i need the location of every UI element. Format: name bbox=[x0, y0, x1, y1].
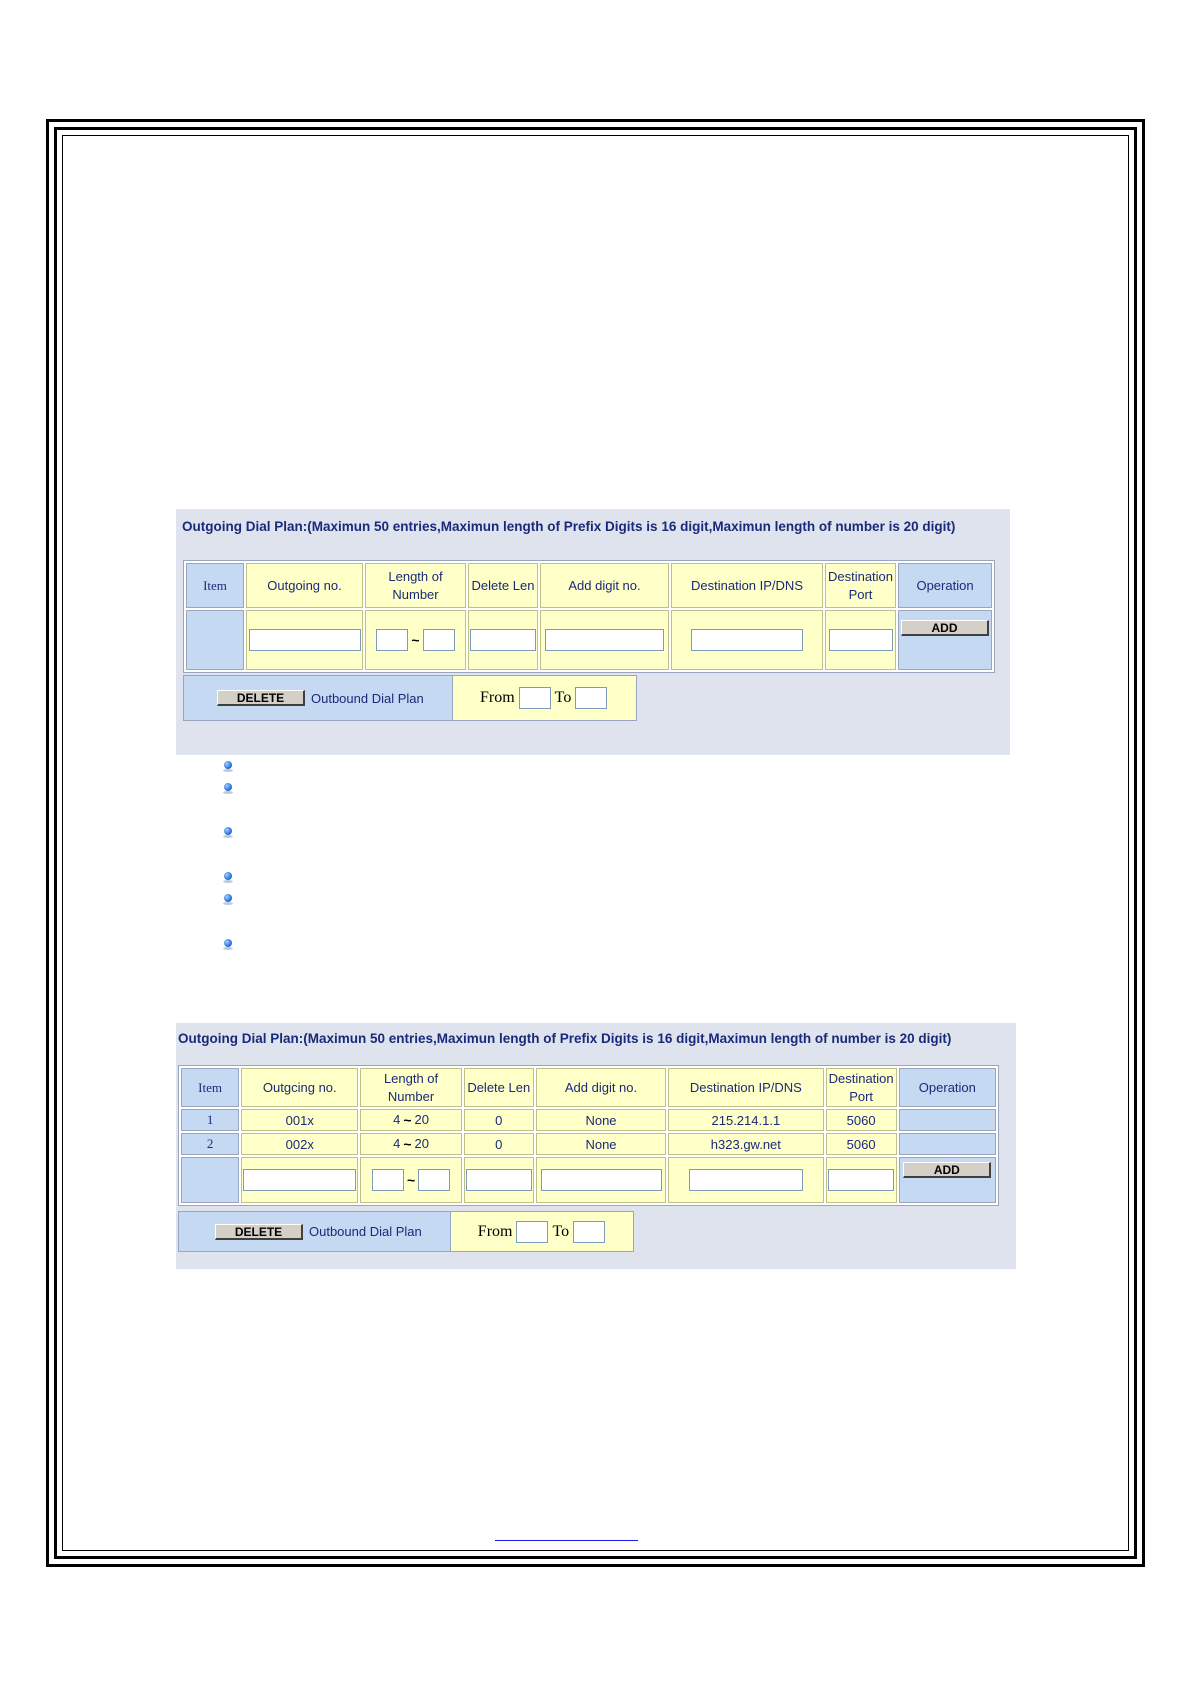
header-add-digit: Add digit no. bbox=[536, 1068, 666, 1107]
panel-title: Outgoing Dial Plan:(Maximun 50 entries,Maximun length of Prefix Digits is 16 digit,Maximun length of number is 20 digit) bbox=[178, 1031, 952, 1046]
table-header-row bbox=[181, 1068, 996, 1107]
length-to-input[interactable] bbox=[423, 629, 455, 651]
header-port-line2: Port bbox=[849, 1088, 874, 1104]
outbound-dial-plan-label: Outbound Dial Plan bbox=[311, 690, 424, 706]
destination-port-input[interactable] bbox=[828, 1169, 894, 1191]
blue-bullet-icon bbox=[222, 782, 234, 794]
blue-bullet-icon bbox=[222, 893, 234, 905]
new-entry-delete-len-cell bbox=[468, 610, 538, 670]
delete-button[interactable]: DELETE bbox=[217, 690, 305, 706]
blue-bullet-icon bbox=[222, 938, 234, 950]
header-destination-port bbox=[825, 563, 896, 608]
to-label: To bbox=[552, 1222, 570, 1240]
row-outgoing-no: 001x bbox=[241, 1109, 358, 1131]
length-to-input[interactable] bbox=[418, 1169, 450, 1191]
row-length-from: 4 bbox=[393, 1111, 401, 1127]
header-outgoing-no: Outgoing no. bbox=[246, 563, 363, 608]
new-entry-outgoing-cell bbox=[241, 1157, 358, 1203]
row-delete-len: 0 bbox=[464, 1109, 534, 1131]
header-port-line1: Destination bbox=[827, 568, 894, 584]
new-entry-dest-ip-cell bbox=[671, 610, 823, 670]
new-entry-row bbox=[181, 1157, 996, 1203]
tilde-separator: ~ bbox=[406, 1172, 416, 1188]
destination-ip-input[interactable] bbox=[691, 629, 803, 651]
row-length-to: 20 bbox=[414, 1111, 429, 1127]
new-entry-dest-ip-cell bbox=[668, 1157, 823, 1203]
delete-range-cell bbox=[450, 1212, 633, 1251]
dial-plan-panel-empty bbox=[176, 509, 1010, 755]
new-entry-item-cell bbox=[181, 1157, 239, 1203]
delete-range-cell bbox=[452, 676, 636, 720]
row-operation bbox=[899, 1109, 996, 1131]
length-from-input[interactable] bbox=[372, 1169, 404, 1191]
new-entry-port-cell bbox=[826, 1157, 897, 1203]
dial-plan-table bbox=[178, 1065, 999, 1206]
header-delete-len: Delete Len bbox=[468, 563, 538, 608]
row-add-digit: None bbox=[536, 1109, 666, 1131]
blue-bullet-icon bbox=[222, 871, 234, 883]
header-port-line2: Port bbox=[848, 586, 873, 602]
outgoing-no-input[interactable] bbox=[243, 1169, 356, 1191]
new-entry-operation-cell bbox=[899, 1157, 996, 1203]
new-entry-outgoing-cell bbox=[246, 610, 363, 670]
add-digit-input[interactable] bbox=[545, 629, 664, 651]
delete-to-input[interactable] bbox=[575, 687, 607, 709]
header-item: Item bbox=[186, 563, 244, 608]
to-label: To bbox=[554, 689, 572, 706]
header-destination-port bbox=[826, 1068, 897, 1107]
add-button[interactable]: ADD bbox=[903, 1162, 991, 1178]
header-operation: Operation bbox=[898, 563, 992, 608]
header-delete-len: Delete Len bbox=[464, 1068, 534, 1107]
new-entry-delete-len-cell bbox=[464, 1157, 534, 1203]
new-entry-operation-cell bbox=[898, 610, 992, 670]
header-operation: Operation bbox=[899, 1068, 996, 1107]
header-outgoing-no: Outgcing no. bbox=[241, 1068, 358, 1107]
from-label: From bbox=[477, 1222, 513, 1240]
header-item: Item bbox=[181, 1068, 239, 1107]
header-add-digit: Add digit no. bbox=[540, 563, 669, 608]
row-destination-port: 5060 bbox=[826, 1109, 897, 1131]
delete-button[interactable]: DELETE bbox=[215, 1224, 303, 1240]
delete-left-cell bbox=[179, 1212, 450, 1251]
delete-left-cell bbox=[184, 676, 452, 720]
tilde-separator: ~ bbox=[411, 632, 420, 648]
delete-to-input[interactable] bbox=[573, 1221, 605, 1243]
row-destination-ip: h323.gw.net bbox=[668, 1133, 823, 1155]
dial-plan-panel-filled bbox=[176, 1023, 1016, 1269]
row-add-digit: None bbox=[536, 1133, 666, 1155]
delete-from-input[interactable] bbox=[519, 687, 551, 709]
from-label: From bbox=[480, 689, 515, 706]
delete-range-box bbox=[183, 675, 637, 721]
blue-bullet-icon bbox=[222, 826, 234, 838]
row-outgoing-no: 002x bbox=[241, 1133, 358, 1155]
header-length-line1: Length of bbox=[388, 568, 443, 584]
tilde-separator: ~ bbox=[403, 1136, 412, 1153]
add-digit-input[interactable] bbox=[541, 1169, 662, 1191]
header-length-of-number bbox=[365, 563, 466, 608]
new-entry-length-cell bbox=[365, 610, 466, 670]
delete-len-input[interactable] bbox=[470, 629, 536, 651]
delete-range-box bbox=[178, 1211, 634, 1252]
header-length-of-number bbox=[360, 1068, 461, 1107]
row-delete-len: 0 bbox=[464, 1133, 534, 1155]
new-entry-row bbox=[186, 610, 992, 670]
table-row[interactable] bbox=[181, 1109, 996, 1131]
length-from-input[interactable] bbox=[376, 629, 408, 651]
header-length-line1: Length of bbox=[383, 1070, 439, 1086]
delete-from-input[interactable] bbox=[516, 1221, 548, 1243]
row-length-range bbox=[360, 1109, 461, 1131]
row-destination-ip: 215.214.1.1 bbox=[668, 1109, 823, 1131]
row-length-range bbox=[360, 1133, 461, 1155]
footer-link[interactable] bbox=[495, 1540, 638, 1542]
row-length-to: 20 bbox=[414, 1135, 429, 1151]
row-destination-port: 5060 bbox=[826, 1133, 897, 1155]
add-button[interactable]: ADD bbox=[901, 620, 989, 636]
row-operation bbox=[899, 1133, 996, 1155]
header-destination-ip: Destination IP/DNS bbox=[668, 1068, 823, 1107]
destination-ip-input[interactable] bbox=[689, 1169, 803, 1191]
header-port-line1: Destination bbox=[828, 1070, 894, 1086]
outbound-dial-plan-label: Outbound Dial Plan bbox=[309, 1224, 422, 1239]
new-entry-add-digit-cell bbox=[536, 1157, 666, 1203]
header-length-line2: Number bbox=[392, 586, 439, 602]
row-item-number: 1 bbox=[181, 1109, 239, 1131]
table-row[interactable] bbox=[181, 1133, 996, 1155]
header-length-line2: Number bbox=[387, 1088, 435, 1104]
row-item-number: 2 bbox=[181, 1133, 239, 1155]
row-length-from: 4 bbox=[393, 1135, 401, 1151]
header-destination-ip: Destination IP/DNS bbox=[671, 563, 823, 608]
panel-title: Outgoing Dial Plan:(Maximun 50 entries,Maximun length of Prefix Digits is 16 digit,Maximun length of number is 20 digit) bbox=[182, 519, 956, 534]
outgoing-no-input[interactable] bbox=[249, 629, 361, 651]
new-entry-add-digit-cell bbox=[540, 610, 669, 670]
blue-bullet-icon bbox=[222, 760, 234, 772]
table-header-row bbox=[186, 563, 992, 608]
destination-port-input[interactable] bbox=[829, 629, 893, 651]
delete-len-input[interactable] bbox=[466, 1169, 532, 1191]
tilde-separator: ~ bbox=[403, 1112, 412, 1129]
page-border-inner bbox=[62, 135, 1129, 1551]
new-entry-length-cell bbox=[360, 1157, 461, 1203]
dial-plan-table bbox=[183, 560, 995, 673]
new-entry-port-cell bbox=[825, 610, 896, 670]
new-entry-item-cell bbox=[186, 610, 244, 670]
